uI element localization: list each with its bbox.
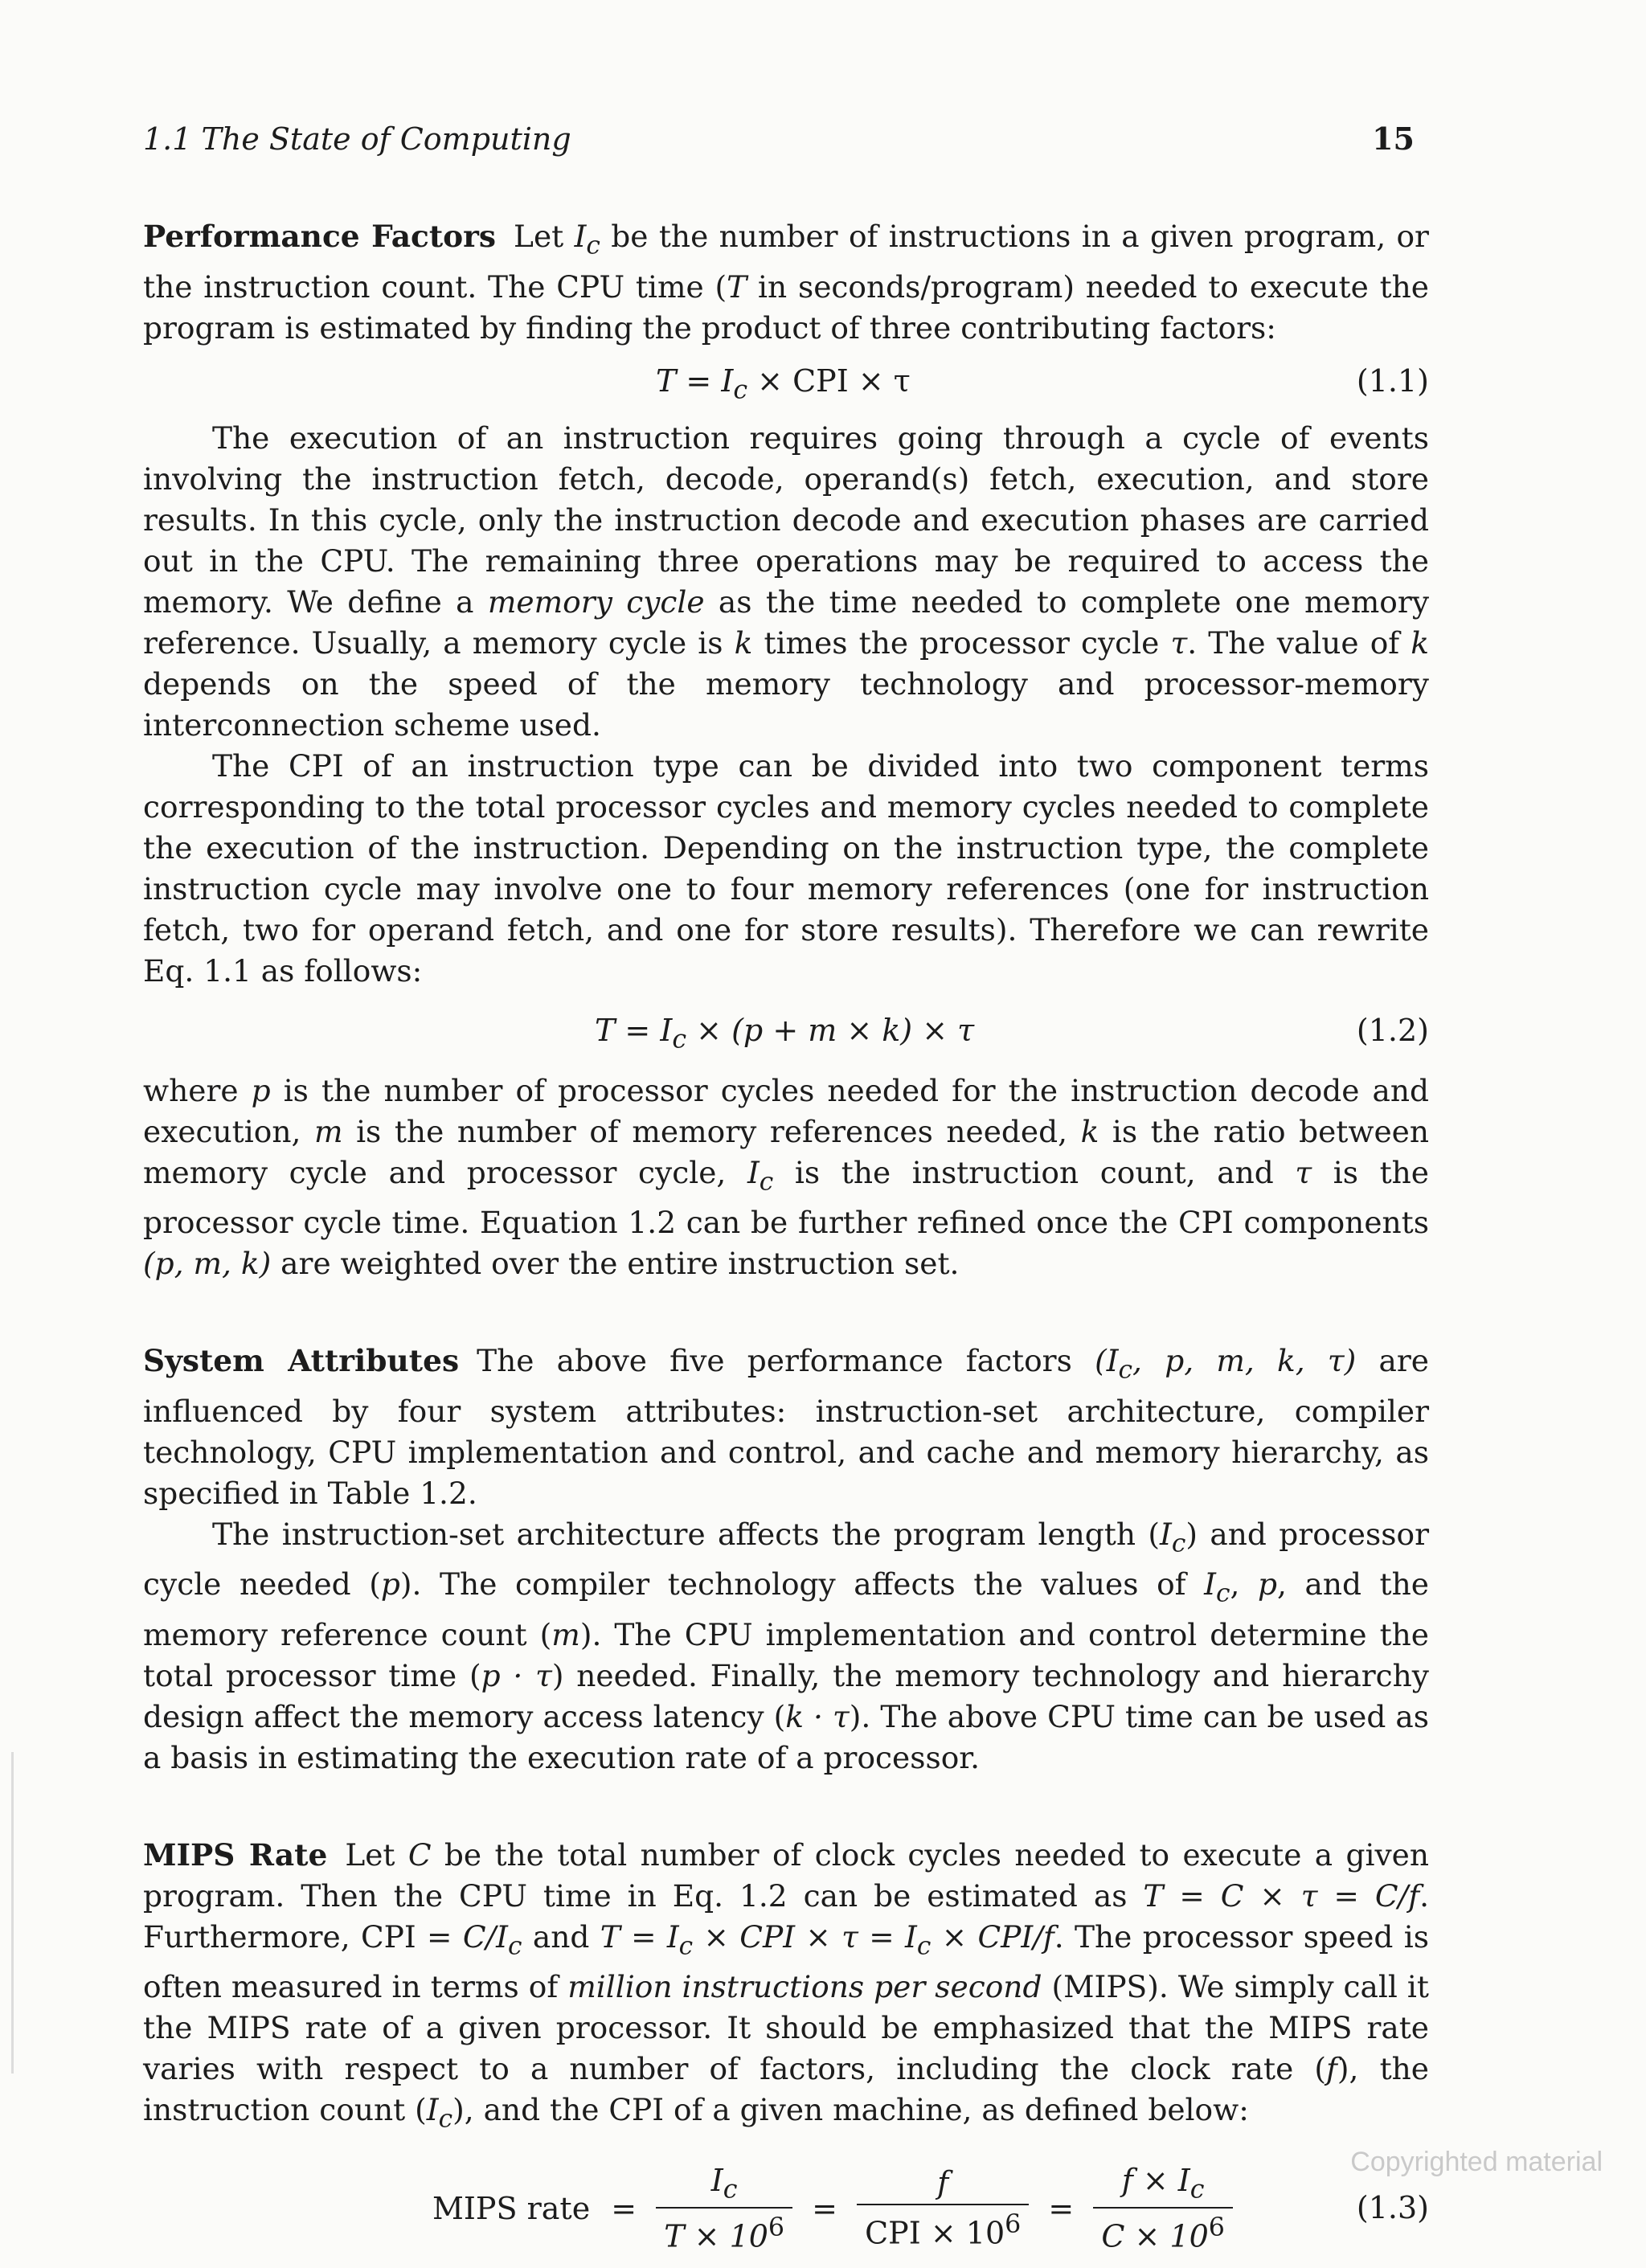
performance-factors-paragraph: Performance Factors Let $I_c$ be the number of instructions in a given program, or the instruction count. The CPU time (T in seconds/program) needed to execute the program is estimated by finding the product of three contributing factors: (143, 219, 1429, 346)
equation-1-2: $T = I_c \times (p + m \times k) \times \tau$ (1.2) (595, 1012, 1429, 1054)
isa-paragraph: The instruction-set architecture affects the program length $(I_c)$ and processor cycle needed (p). The compiler technology affects the values of $I_c$, p, and the memory reference count (m). The CPU implementation and control determine the total processor time (p · τ) needed. Finally, the memory technology and hierarchy design affect the memory access latency (k · τ). The above CPU time can be used as a basis in estimating the execution rate of a processor. (143, 1516, 1429, 1775)
where-paragraph: where p is the number of processor cycles needed for the instruction decode and execution, m is the number of memory references needed, k is the ratio between memory cycle and processor cycle, $I_c$ is the instruction count, and τ is the processor cycle time. Equation 1.2 can be further refined once the CPI components (p, m, k) are weighted over the entire instruction set. (143, 1072, 1430, 1281)
scan-edge-line (11, 1752, 14, 2074)
performance-factors-heading: Performance Factors (143, 219, 497, 254)
equation-1-3: MIPS rate = $\frac{I_c}{T \times 10^6}$ = $\frac{f}{CPI \times 10^6}$ = $\frac{f \times I_c}{C \times 10^6}$ (1.3) (432, 2162, 1429, 2254)
running-head (143, 121, 1429, 157)
page-number: 15 (1372, 121, 1415, 157)
equation-number: (1.3) (1356, 2189, 1429, 2225)
equation-1-1: $T = I_c$ × CPI × τ (1.1) (656, 362, 1429, 405)
system-attributes-heading: System Attributes (143, 1343, 460, 1378)
fraction-3: $\frac{f \times I_c}{C \times 10^6}$ (1093, 2163, 1233, 2254)
fraction-2: $\frac{f}{CPI \times 10^6}$ (857, 2165, 1029, 2251)
equation-number: (1.2) (1356, 1012, 1429, 1048)
mips-rate-heading: MIPS Rate (143, 1836, 328, 1873)
system-attributes-paragraph: System Attributes The above five performance factors ($I_c$, p, m, k, τ) are influenced by four system attributes: instruction-set architecture, compiler technology, CPU implementation and control, and cache and memory hierarchy, as specified in Table 1.2. (143, 1343, 1429, 1511)
mips-rate-paragraph: MIPS Rate Let C be the total number of clock cycles needed to execute a given program. Then the CPU time in Eq. 1.2 can be estimated as T = C × τ = C/f. Furthermore, CPI = $C/I_c$ and $T = I_c$ × CPI × $\tau = I_c \times CPI/f$. The processor speed is often measured in terms of million instructions per second (MIPS). We simply call it the MIPS rate of a given processor. It should be emphasized that the MIPS rate varies with respect to a number of factors, including the clock rate (f), the instruction count $(I_c)$, and the CPI of a given machine, as defined below: (143, 1836, 1429, 2134)
cpi-paragraph: The CPI of an instruction type can be divided into two component terms corresponding to the total processor cycles and memory cycles needed to complete the execution of the instruction. Depending on the instruction type, the complete instruction cycle may involve one to four memory references (one for instruction fetch, two for operand fetch, and one for store results). Therefore we can rewrite Eq. 1.1 as follows: (143, 747, 1429, 989)
memory-cycle-paragraph: The execution of an instruction requires going through a cycle of events involving the instruction fetch, decode, operand(s) fetch, execution, and store results. In this cycle, only the instruction decode and execution phases are carried out in the CPU. The remaining three operations may be required to access the memory. We define a memory cycle as the time needed to complete one memory reference. Usually, a memory cycle is k times the processor cycle τ. The value of k depends on the speed of the memory technology and processor-memory interconnection scheme used. (143, 420, 1429, 743)
equation-number: (1.1) (1356, 362, 1429, 399)
fraction-1: $\frac{I_c}{T \times 10^6}$ (656, 2163, 792, 2254)
book-page (143, 121, 1429, 2267)
copyright-watermark: Copyrighted material (1350, 2147, 1603, 2177)
mips-rate-label: MIPS rate (432, 2190, 591, 2226)
section-title: 1.1 The State of Computing (143, 121, 571, 157)
